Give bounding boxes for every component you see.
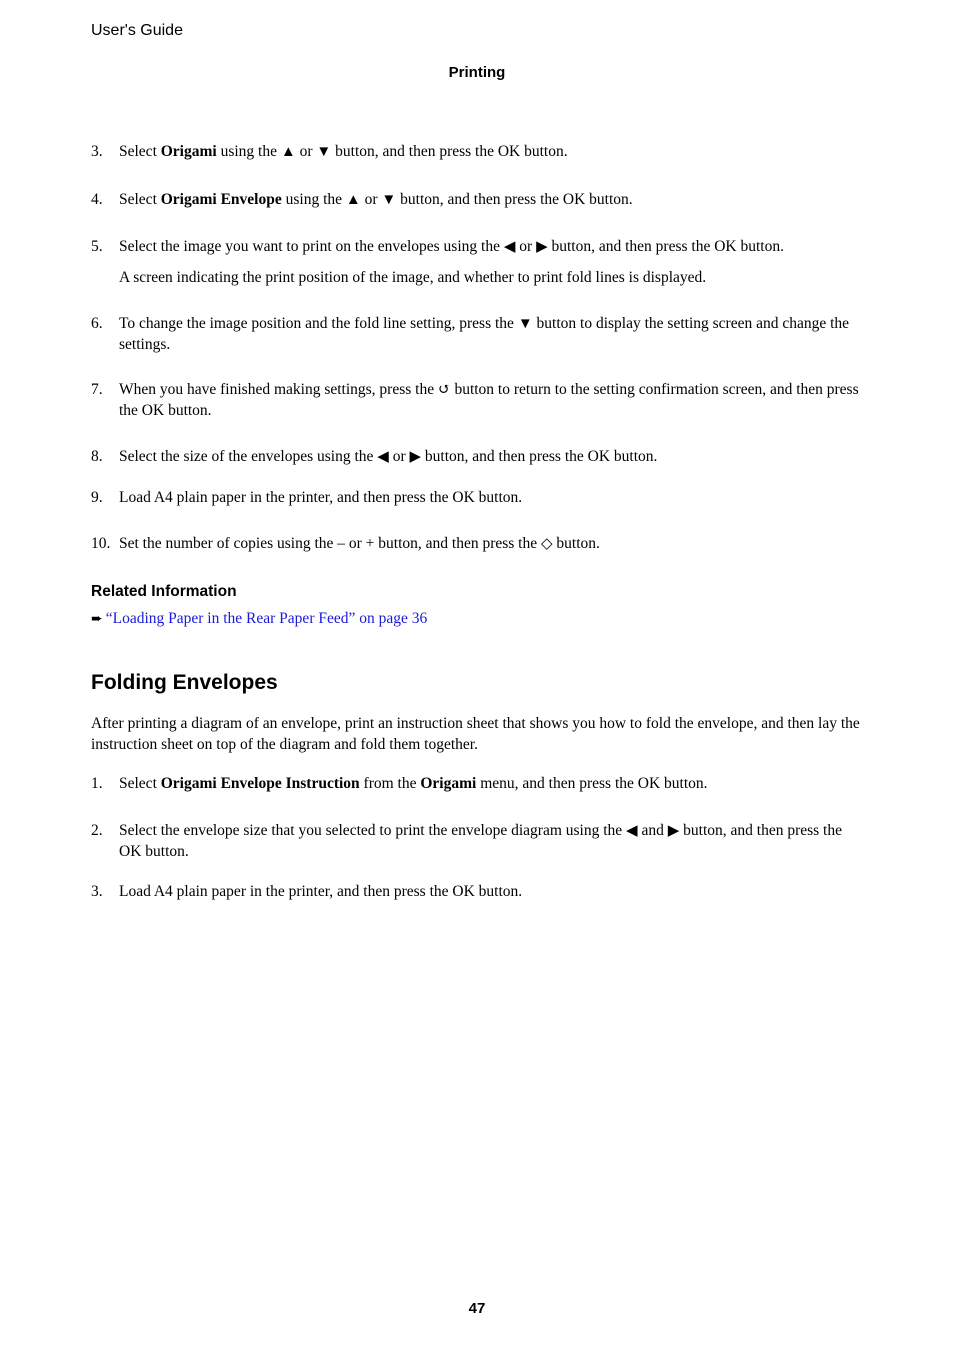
- step-text: from the: [359, 775, 421, 792]
- menu-name: Origami Envelope: [160, 191, 282, 208]
- step-text: button, and then press the OK button.: [396, 191, 633, 208]
- step-text: When you have finished making settings, press the: [119, 381, 438, 398]
- step-text: Select: [119, 775, 161, 792]
- step-number: 5.: [91, 238, 103, 255]
- left-arrow-icon: ◀: [503, 239, 516, 255]
- down-arrow-icon: ▼: [517, 316, 533, 332]
- list-item: [91, 487, 861, 508]
- step-number: 6.: [91, 315, 103, 332]
- down-arrow-icon: ▼: [381, 192, 397, 208]
- left-arrow-icon: ◀: [626, 823, 638, 839]
- step-text: button, and then press the OK button.: [119, 822, 842, 860]
- list-item: [91, 313, 861, 355]
- step-text: Select: [119, 143, 161, 160]
- step-number: 7.: [91, 381, 103, 398]
- right-arrow-icon: ▶: [536, 239, 548, 255]
- list-item: [91, 881, 861, 902]
- step-text: Select the size of the envelopes using the: [119, 448, 378, 465]
- up-arrow-icon: ▲: [280, 144, 296, 160]
- step-text: or: [295, 143, 317, 160]
- step-text: menu, and then press the OK button.: [476, 775, 708, 792]
- step-number: 3.: [91, 883, 103, 900]
- step-number: 9.: [91, 489, 103, 506]
- step-text: button, and then press the OK button.: [547, 238, 784, 255]
- list-item: [91, 141, 861, 162]
- start-icon: ◇: [541, 536, 553, 552]
- list-item: [91, 189, 861, 210]
- menu-name: Origami: [420, 775, 477, 792]
- step-text: Select the image you want to print on the envelopes using the: [119, 238, 504, 255]
- related-link-row: [91, 610, 427, 628]
- step-text: button, and then press the OK button.: [331, 143, 568, 160]
- step-number: 2.: [91, 822, 103, 839]
- step-text: or: [515, 238, 537, 255]
- step-text: Select: [119, 191, 161, 208]
- section-title: Printing: [448, 64, 506, 81]
- step-number: 8.: [91, 448, 103, 465]
- step-text: button.: [552, 535, 600, 552]
- step-text: Select the envelope size that you selected to print the envelope diagram using the: [119, 822, 627, 839]
- step-text: Load A4 plain paper in the printer, and then press the OK button.: [119, 489, 523, 506]
- running-header-title: User's Guide: [91, 22, 183, 39]
- list-item: [91, 236, 861, 257]
- step-text: or: [360, 191, 382, 208]
- right-arrow-icon: ▶: [667, 823, 680, 839]
- up-arrow-icon: ▲: [345, 192, 361, 208]
- step-number: 3.: [91, 143, 103, 160]
- step-number: 10.: [91, 535, 111, 552]
- related-link[interactable]: “Loading Paper in the Rear Paper Feed” on page 36: [105, 610, 428, 627]
- step-note: A screen indicating the print position of the image, and whether to print fold lines is displayed.: [119, 269, 707, 286]
- page-number: 47: [468, 1300, 486, 1317]
- related-information-heading: Related Information: [91, 583, 237, 600]
- down-arrow-icon: ▼: [316, 144, 332, 160]
- back-icon: ↺: [437, 382, 451, 398]
- left-arrow-icon: ◀: [377, 449, 389, 465]
- list-item: [91, 820, 861, 862]
- list-item: [91, 379, 861, 421]
- right-arrow-icon: ▶: [409, 449, 422, 465]
- step-text: or: [388, 448, 410, 465]
- step-number: 4.: [91, 191, 103, 208]
- step-number: 1.: [91, 775, 103, 792]
- step-text: button, and then press the OK button.: [421, 448, 658, 465]
- section-heading: Folding Envelopes: [91, 671, 278, 694]
- step-text: using the: [216, 143, 281, 160]
- menu-name: Origami: [160, 143, 217, 160]
- step-text: button to display the setting screen and change the settings.: [119, 315, 850, 353]
- intro-paragraph: After printing a diagram of an envelope, print an instruction sheet that shows you how to fold the envelope, and then lay the instruction sheet on top of the diagram and fold them together.: [91, 715, 860, 753]
- arrow-right-icon: ➨: [91, 612, 103, 627]
- step-text: To change the image position and the fold line setting, press the: [119, 315, 518, 332]
- list-item: [91, 533, 861, 554]
- step-text: using the: [281, 191, 346, 208]
- step-text: button to return to the setting confirmation screen, and then press the OK button.: [119, 381, 859, 419]
- list-item: [91, 773, 861, 794]
- step-text: Load A4 plain paper in the printer, and then press the OK button.: [119, 883, 523, 900]
- step-text: and: [637, 822, 668, 839]
- list-item: [91, 446, 861, 467]
- menu-name: Origami Envelope Instruction: [160, 775, 360, 792]
- step-text: Set the number of copies using the – or + button, and then press the: [119, 535, 541, 552]
